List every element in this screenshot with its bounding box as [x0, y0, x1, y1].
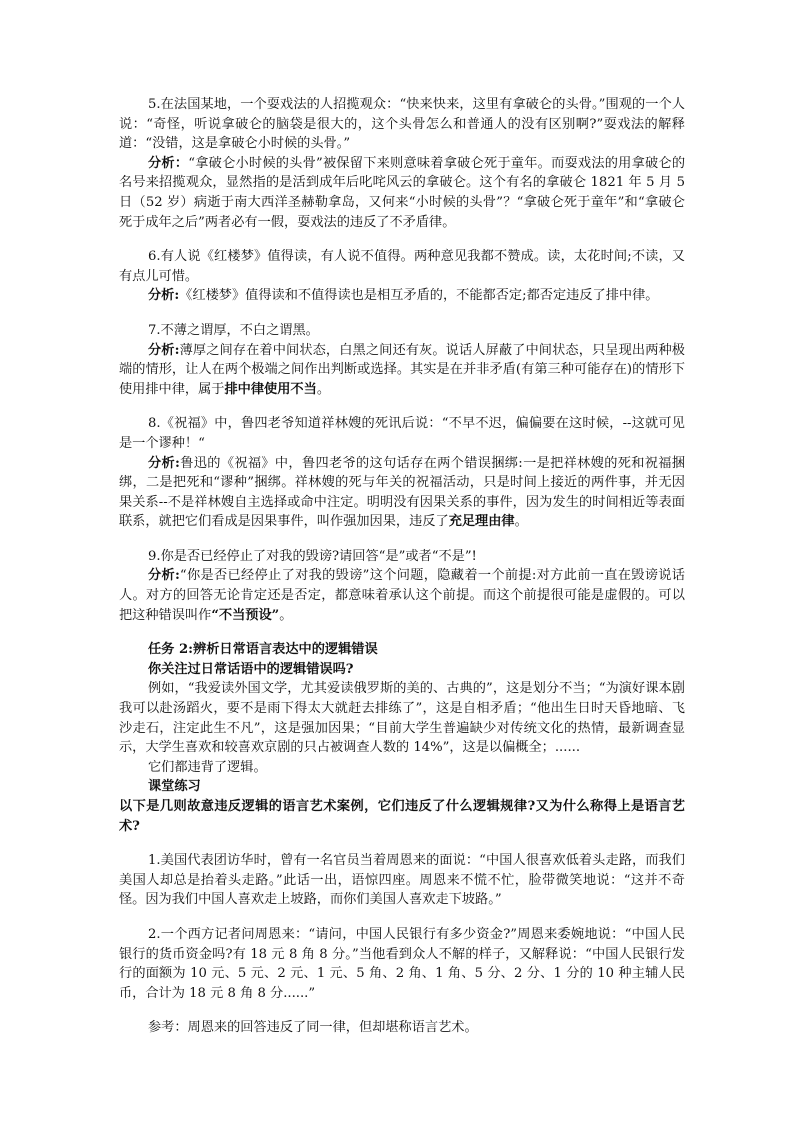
item-5-text: 5.在法国某地，一个耍戏法的人招揽观众：“快来快来，这里有拿破仑的头骨。”围观的一个人说：“奇怪，听说拿破仑的脑袋是很大的，这个头骨怎么和普通人的没有区别啊?”耍戏法的解释道：“没错，这是拿破仑小时候的头骨。” [119, 97, 685, 152]
task-2-subtitle: 你关注过日常话语中的逻辑错误吗? [148, 661, 354, 677]
practice-item-2: 2.一个西方记者问周恩来：“请问，中国人民银行有多少资金?”周恩来委婉地说：“中国人民银行的货币资金吗?有 18 元 8 角 8 分。”当他看到众人不解的样子，又解释说：“中国人民银行发行的面额为 10 元、5 元、2 元、1 元、5 角、2 角、1 角、5 分、2 分、1 分的 10 种主辅人民币，合计为 18 元 8 角 8 分......” [119, 926, 685, 1001]
task-2-title: 任务 2:辨析日常语言表达中的逻辑错误 [148, 642, 378, 658]
item-9-analysis: 分析:“你是否已经停止了对我的毁谤”这个问题，隐藏着一个前提:对方此前一直在毁谤说话人。对方的回答无论肯定还是否定，都意味着承认这个前提。而这个前提很可能是虚假的。可以把这种错误叫作“不当预设”。 [119, 568, 685, 623]
item-7-analysis: 分析:薄厚之间存在着中间状态，白黑之间还有灰。说话人屏蔽了中间状态，只呈现出两种极端的情形，让人在两个极端之间作出判断或选择。其实是在并非矛盾(有第三种可能存在)的情形下使用排中律，属于排中律使用不当。 [119, 342, 685, 397]
emphasis-term: 充足理由律 [448, 514, 515, 530]
analysis-label: 分析: [148, 342, 180, 358]
item-6-analysis: 分析:《红楼梦》值得读和不值得读也是相互矛盾的，不能都否定;都否定违反了排中律。 [148, 288, 659, 304]
emphasis-term: “不当预设” [211, 607, 280, 623]
analysis-label: 分析： [148, 155, 189, 171]
item-5-analysis: 分析：“拿破仑小时候的头骨”被保留下来则意味着拿破仑死于童年。而耍戏法的用拿破仑的名号来招揽观众，显然指的是活到成年后叱咤风云的拿破仑。这个有名的拿破仑 1821 年 5 月 5 日（52 岁）病逝于南大西洋圣赫勒拿岛，又何来“小时候的头骨”？“拿破仑死于童年”和“拿破仑死于成年之后”两者必有一假，耍戏法的违反了不矛盾律。 [119, 155, 686, 230]
analysis-label: 分析: [148, 455, 180, 471]
item-9-text: 9.你是否已经停止了对我的毁谤?请回答“是”或者“不是”! [148, 548, 477, 564]
emphasis-term: 排中律使用不当 [224, 381, 317, 397]
task-2-closing: 它们都违背了逻辑。 [148, 759, 267, 775]
practice-heading: 课堂练习 [148, 779, 201, 795]
document-body [119, 95, 685, 1038]
item-8-text: 8.《祝福》中，鲁四老爷知道祥林嫂的死讯后说：“不早不迟，偏偏要在这时候，--这就可见是一个谬种！“ [119, 416, 685, 451]
item-7-text: 7.不薄之谓厚，不白之谓黑。 [148, 322, 319, 338]
item-8-analysis: 分析:鲁迅的《祝福》中，鲁四老爷的这句话存在两个错误捆绑:一是把祥林嫂的死和祝福捆绑，二是把死和“谬种”捆绑。祥林嫂的死与年关的祝福活动，只是时间上接近的两件事，并无因果关系--不是祥林嫂自主选择或命中注定。明明没有因果关系的事件，因为发生的时间相近等表面联系，就把它们看成是因果事件，叫作强加因果，违反了充足理由律。 [119, 455, 685, 530]
practice-item-1: 1.美国代表团访华时，曾有一名官员当着周恩来的面说：“中国人很喜欢低着头走路，而我们美国人却总是抬着头走路。”此话一出，语惊四座。周恩来不慌不忙，脸带微笑地说：“这并不奇怪。因为我们中国人喜欢走上坡路，而你们美国人喜欢走下坡路。” [119, 853, 685, 908]
practice-reference: 参考：周恩来的回答违反了同一律，但却堪称语言艺术。 [148, 1020, 478, 1036]
analysis-label: 分析: [148, 288, 180, 304]
practice-question: 以下是几则故意违反逻辑的语言艺术案例，它们违反了什么逻辑规律?又为什么称得上是语言艺术? [119, 799, 685, 834]
analysis-label: 分析: [148, 568, 180, 584]
task-2-paragraph: 例如，“我爱读外国文学，尤其爱读俄罗斯的美的、古典的”，这是划分不当；“为演好课本剧我可以赴汤蹈火，要不是雨下得太大就赶去排练了”，这是自相矛盾；“他出生日时天昏地暗、飞沙走石，注定此生不凡”，这是强加因果；“目前大学生普遍缺少对传统文化的热情，最新调查显示，大学生喜欢和较喜欢京剧的只占被调查人数的 14%”，这是以偏概全；...... [119, 681, 685, 756]
item-6-text: 6.有人说《红楼梦》值得读，有人说不值得。两种意见我都不赞成。读，太花时间;不读，又有点儿可惜。 [119, 249, 685, 284]
